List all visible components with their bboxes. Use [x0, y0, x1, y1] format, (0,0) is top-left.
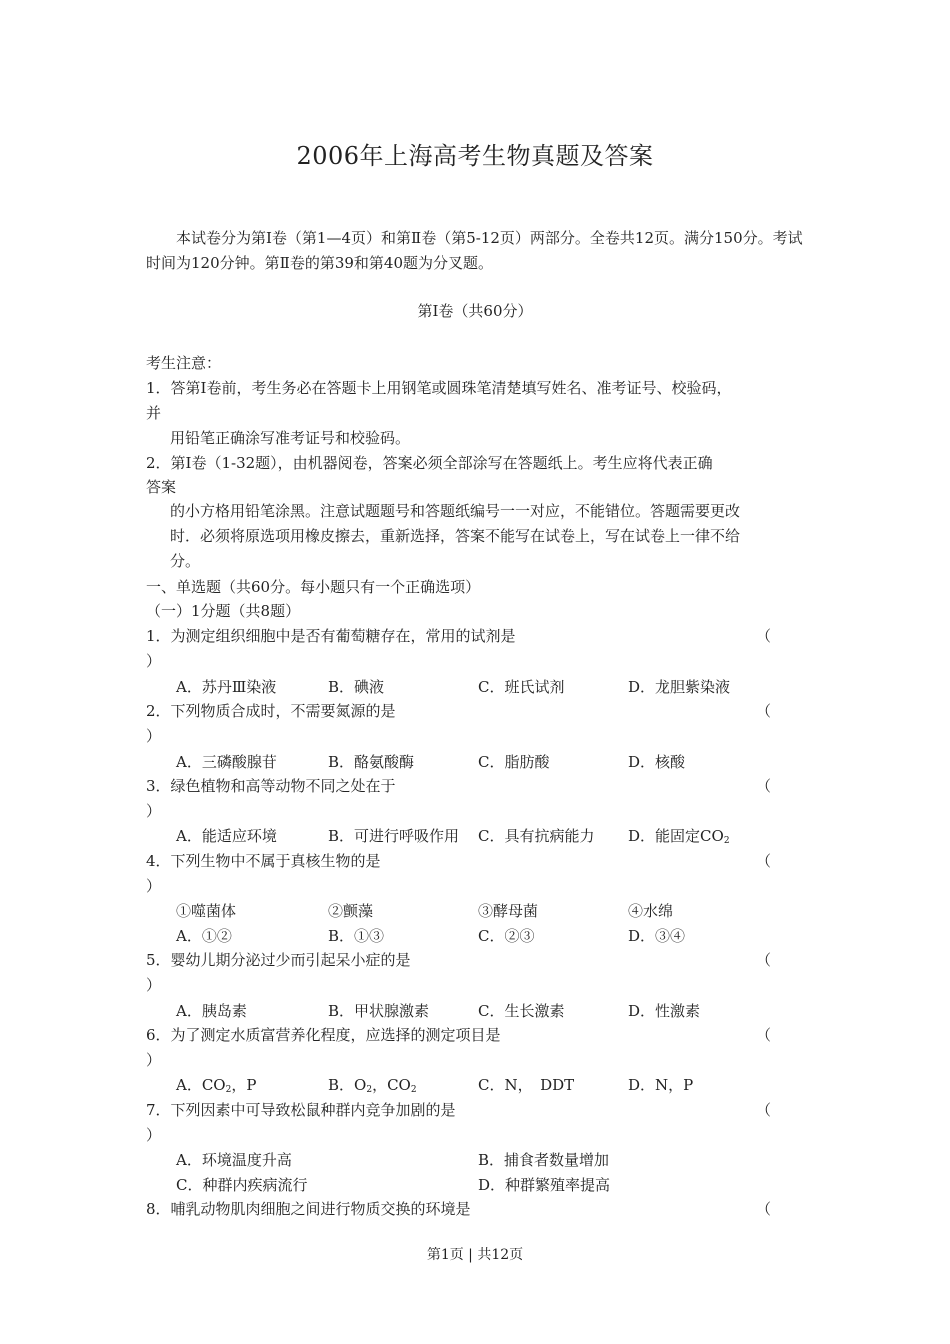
q6-option-a-text: A．CO	[176, 1076, 226, 1094]
q3-option-c: C．具有抗病能力	[478, 827, 595, 845]
q7-option-c: C．种群内疾病流行	[176, 1176, 308, 1194]
section-title: 第Ⅰ卷（共60分）	[417, 302, 533, 320]
q5-option-a: A．胰岛素	[176, 1002, 247, 1020]
question-3-stem: 3．绿色植物和高等动物不同之处在于	[146, 777, 396, 795]
answer-paren-open: （	[756, 852, 772, 870]
q7-option-a: A．环境温度升高	[176, 1151, 292, 1169]
answer-paren-open: （	[756, 1200, 772, 1218]
answer-paren-close: ）	[146, 727, 162, 745]
q4-option-c: C．②③	[478, 927, 535, 945]
page-title: 2006年上海高考生物真题及答案	[296, 142, 654, 170]
q6-option-a-tail: ，P	[231, 1076, 257, 1094]
page-footer: 第1页 | 共12页	[426, 1247, 524, 1263]
q1-option-d: D．龙胆紫染液	[628, 678, 731, 696]
note-2-line-4: 时．必须将原选项用橡皮擦去，重新选择，答案不能写在试卷上，写在试卷上一律不给	[170, 527, 741, 545]
question-2-stem: 2．下列物质合成时，不需要氮源的是	[146, 702, 396, 720]
q2-option-b: B．酪氨酸酶	[328, 753, 415, 771]
q1-option-c: C．班氏试剂	[478, 678, 565, 696]
answer-paren-close: ）	[146, 976, 162, 994]
note-2-line-3: 的小方格用铅笔涂黑。注意试题题号和答题纸编号一一对应，不能错位。答题需要更改	[170, 502, 741, 520]
q7-option-b: B．捕食者数量增加	[478, 1151, 610, 1169]
q4-option-d: D．③④	[628, 927, 686, 945]
question-4-stem: 4．下列生物中不属于真核生物的是	[146, 852, 381, 870]
answer-paren-open: （	[756, 702, 772, 720]
answer-paren-open: （	[756, 777, 772, 795]
sub-heading: （一）1分题（共8题）	[146, 602, 301, 620]
intro-paragraph: 本试卷分为第Ⅰ卷（第1—4页）和第Ⅱ卷（第5-12页）两部分。全卷共12页。满分150分。考试时间为120分钟。第Ⅱ卷的第39和第40题为分叉题。	[146, 229, 803, 272]
q4-item-2: ②颤藻	[328, 902, 374, 920]
part-heading: 一、单选题（共60分。每小题只有一个正确选项）	[146, 578, 481, 596]
answer-paren-open: （	[756, 951, 772, 969]
question-5-stem: 5．婴幼儿期分泌过少而引起呆小症的是	[146, 951, 411, 969]
q6-option-b-tail: ，CO	[372, 1076, 411, 1094]
subscript: 2	[410, 1085, 417, 1095]
q7-option-d: D．种群繁殖率提高	[478, 1176, 611, 1194]
q3-option-d	[628, 825, 730, 846]
q5-option-b: B．甲状腺激素	[328, 1002, 430, 1020]
q5-option-c: C．生长激素	[478, 1002, 565, 1020]
q3-option-d-text: D．能固定CO	[628, 827, 724, 845]
question-7-stem: 7．下列因素中可导致松鼠种群内竞争加剧的是	[146, 1101, 456, 1119]
q1-option-b: B．碘液	[328, 678, 385, 696]
answer-paren-open: （	[756, 1026, 772, 1044]
q4-item-4: ④水绵	[628, 902, 674, 920]
question-6-stem: 6．为了测定水质富营养化程度，应选择的测定项目是	[146, 1026, 501, 1044]
q4-item-3: ③酵母菌	[478, 902, 539, 920]
q1-option-a: A．苏丹Ⅲ染液	[176, 678, 277, 696]
q2-option-d: D．核酸	[628, 753, 686, 771]
q6-option-b	[328, 1074, 417, 1095]
q4-item-1: ①噬菌体	[176, 902, 237, 920]
q2-option-c: C．脂肪酸	[478, 753, 550, 771]
answer-paren-close: ）	[146, 802, 162, 820]
q6-option-a	[176, 1074, 256, 1095]
answer-paren-close: ）	[146, 652, 162, 670]
note-1-line-1: 1．答第Ⅰ卷前，考生务必在答题卡上用钢笔或圆珠笔清楚填写姓名、准考证号、校验码，	[146, 379, 732, 397]
q6-option-c: C．N， DDT	[478, 1076, 575, 1094]
question-1-stem: 1．为测定组织细胞中是否有葡萄糖存在，常用的试剂是	[146, 627, 516, 645]
note-2-line-1: 2．第Ⅰ卷（1-32题），由机器阅卷，答案必须全部涂写在答题纸上。考生应将代表正确	[146, 454, 713, 472]
answer-paren-close: ）	[146, 1051, 162, 1069]
q3-option-a: A．能适应环境	[176, 827, 277, 845]
answer-paren-open: （	[756, 627, 772, 645]
q2-option-a: A．三磷酸腺苷	[176, 753, 277, 771]
q6-option-d: D．N，P	[628, 1076, 694, 1094]
question-8-stem: 8．哺乳动物肌肉细胞之间进行物质交换的环境是	[146, 1200, 471, 1218]
note-2-line-5: 分。	[170, 552, 201, 570]
q4-option-b: B．①③	[328, 927, 385, 945]
note-1-line-2: 并	[146, 404, 162, 422]
subscript: 2	[225, 1085, 232, 1095]
note-1-line-3: 用铅笔正确涂写准考证号和校验码。	[170, 429, 411, 447]
answer-paren-open: （	[756, 1101, 772, 1119]
answer-paren-close: ）	[146, 877, 162, 895]
subscript: 2	[366, 1085, 373, 1095]
note-2-line-2: 答案	[146, 478, 177, 496]
answer-paren-close: ）	[146, 1126, 162, 1144]
notes-heading: 考生注意：	[146, 354, 222, 372]
q3-option-b: B．可进行呼吸作用	[328, 827, 460, 845]
q6-option-b-text: B．O	[328, 1076, 367, 1094]
subscript: 2	[723, 836, 730, 846]
q5-option-d: D．性激素	[628, 1002, 701, 1020]
q4-option-a: A．①②	[176, 927, 232, 945]
